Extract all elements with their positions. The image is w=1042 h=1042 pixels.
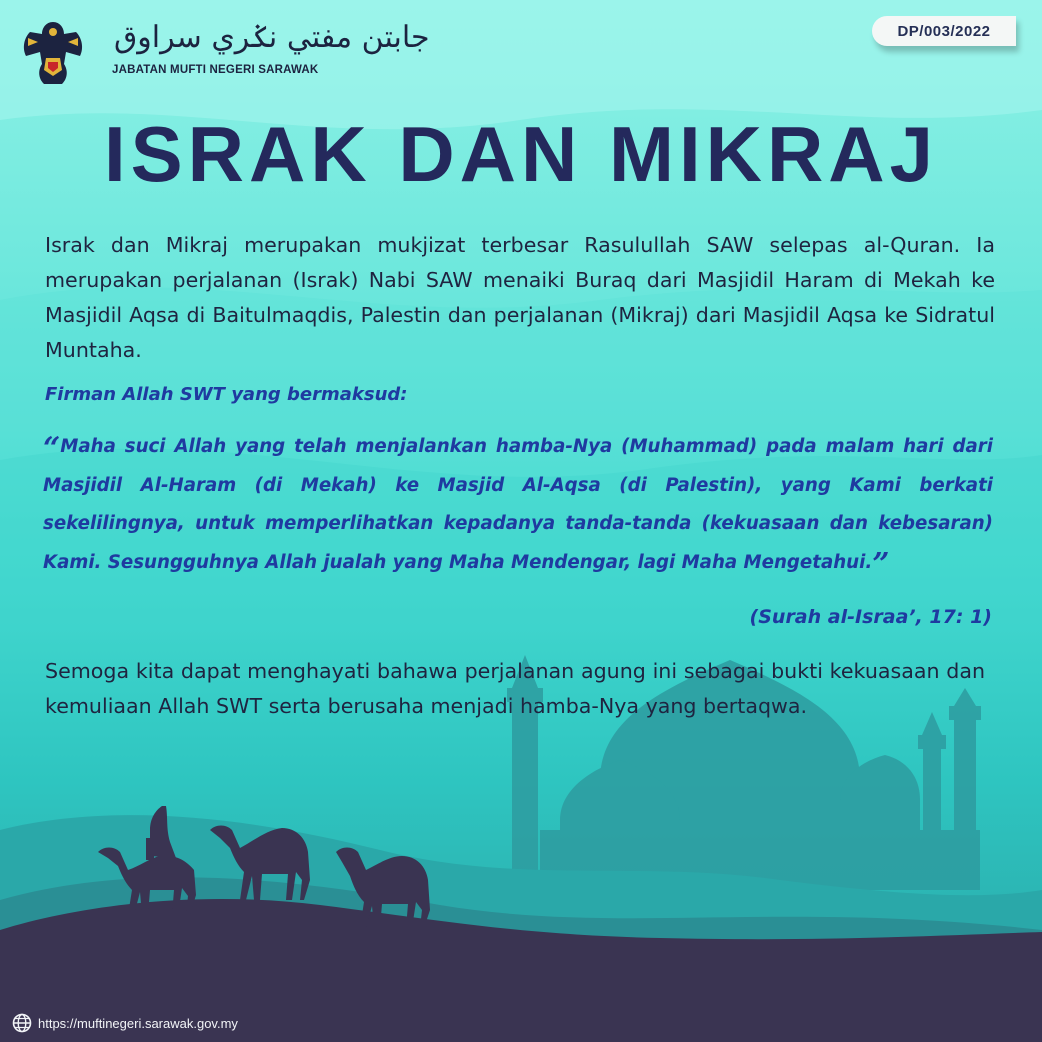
close-quote-mark: ” <box>872 546 890 582</box>
verse-quote <box>43 428 993 582</box>
website-link[interactable] <box>12 1011 238 1035</box>
department-name: JABATAN MUFTI NEGERI SARAWAK <box>112 64 319 76</box>
arabic-department-title: جابتن مفتي نݢري سراوق <box>114 20 430 55</box>
intro-paragraph: Israk dan Mikraj merupakan mukjizat terbesar Rasulullah SAW selepas al-Quran. Ia merupakan perjalanan (Israk) Nabi SAW menaiki Buraq dari Masjidil Haram di Mekah ke Masjidil Aqsa di Baitulmaqdis, Palestin dan perjalanan (Mikraj) dari Masjidil Aqsa ke Sidratul Muntaha. <box>45 233 995 362</box>
hornbill-crest-icon <box>20 18 86 88</box>
reference-badge: DP/003/2022 <box>872 16 1016 46</box>
verse-citation: (Surah al-Israa’, 17: 1) <box>749 606 992 628</box>
firman-label: Firman Allah SWT yang bermaksud: <box>45 384 408 405</box>
open-quote-mark: “ <box>43 431 61 466</box>
website-url[interactable]: https://muftinegeri.sarawak.gov.my <box>38 1015 238 1031</box>
verse-text: Maha suci Allah yang telah menjalankan hamba-Nya (Muhammad) pada malam hari dari Masjidil Al-Haram (di Mekah) ke Masjid Al-Aqsa (di Palestin), yang Kami berkati sekelilingnya, untuk memperlihatkan kepadanya tanda-tanda (kekuasaan dan kebesaran) Kami. Sesungguhnya Allah jualah yang Maha Mendengar, lagi Maha Mengetahui. <box>43 436 993 573</box>
page-title: ISRAK DAN MIKRAJ <box>103 110 939 198</box>
globe-icon <box>12 1013 32 1033</box>
department-logo <box>16 14 430 90</box>
closing-paragraph: Semoga kita dapat menghayati bahawa perjalanan agung ini sebagai bukti kekuasaan dan kemuliaan Allah SWT serta berusaha menjadi hamba-Nya yang bertaqwa. <box>45 659 985 718</box>
